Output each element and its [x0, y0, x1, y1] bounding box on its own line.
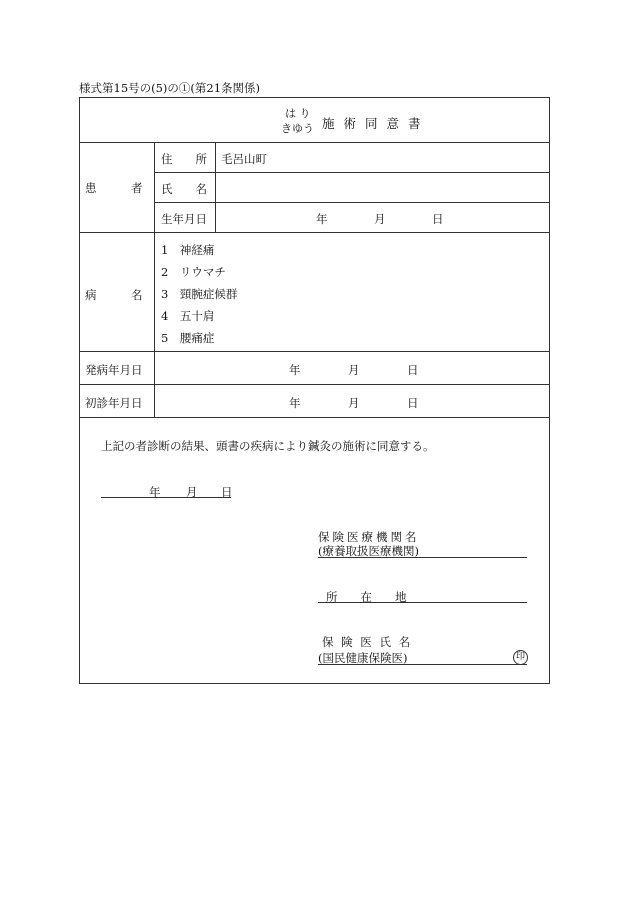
location-label: 所 在 地: [326, 590, 407, 604]
patient-section-label: 患 者: [85, 181, 143, 195]
first-visit-day: 日: [407, 396, 419, 410]
onset-label: 発病年月日: [85, 363, 143, 377]
document-title: 施術同意書: [322, 116, 430, 131]
institution-sub: (療養取扱医療機関): [318, 544, 419, 558]
doctor-label: 保 険 医 氏 名: [322, 635, 413, 649]
title-kana-line1: は り: [285, 107, 311, 120]
consent-statement: 上記の者診断の結果、頭書の疾病により鍼灸の施術に同意する。: [101, 439, 435, 453]
disease-item: 4 五十肩: [161, 309, 215, 323]
address-divider: [154, 172, 550, 173]
title-divider: [79, 142, 550, 143]
form-number-label: 様式第15号の(5)の①(第21条関係): [79, 81, 261, 95]
consent-date-underline: [101, 497, 231, 498]
onset-year: 年: [289, 363, 301, 377]
disease-item: 5 腰痛症: [161, 331, 215, 345]
dob-label: 生年月日: [161, 212, 207, 226]
first-visit-year: 年: [289, 396, 301, 410]
first-visit-label: 初診年月日: [85, 396, 143, 410]
dob-day: 日: [432, 212, 444, 226]
location-underline: [318, 602, 527, 603]
doctor-underline: [318, 664, 527, 665]
institution-underline: [318, 557, 527, 558]
disease-section-label: 病 名: [85, 288, 143, 302]
patient-divider: [79, 232, 550, 233]
institution-label: 保険医療機関名: [318, 530, 420, 544]
disease-item: 3 頸腕症候群: [161, 287, 238, 301]
disease-item: 2 リウマチ: [161, 265, 226, 279]
name-divider: [154, 202, 550, 203]
doctor-sub: (国民健康保険医): [318, 651, 408, 665]
address-label: 住 所: [161, 152, 207, 166]
dob-month: 月: [374, 212, 386, 226]
title-kana-line2: きゆう: [281, 122, 314, 135]
disease-divider: [79, 351, 550, 352]
onset-day: 日: [407, 363, 419, 377]
name-label: 氏 名: [161, 182, 207, 196]
consent-date-year: 年: [149, 485, 161, 499]
seal-mark: 印: [513, 650, 528, 665]
label-column-divider: [154, 142, 155, 417]
onset-month: 月: [348, 363, 360, 377]
first-visit-divider: [79, 417, 550, 418]
consent-date-month: 月: [186, 485, 198, 499]
onset-divider: [79, 384, 550, 385]
first-visit-month: 月: [348, 396, 360, 410]
title-kana: [281, 106, 314, 136]
disease-item: 1 神経痛: [161, 243, 215, 257]
consent-date-day: 日: [221, 485, 233, 499]
form-frame: [79, 97, 550, 684]
dob-year: 年: [316, 212, 328, 226]
patient-subcolumn-divider: [215, 142, 216, 232]
address-value: 毛呂山町: [221, 152, 267, 166]
